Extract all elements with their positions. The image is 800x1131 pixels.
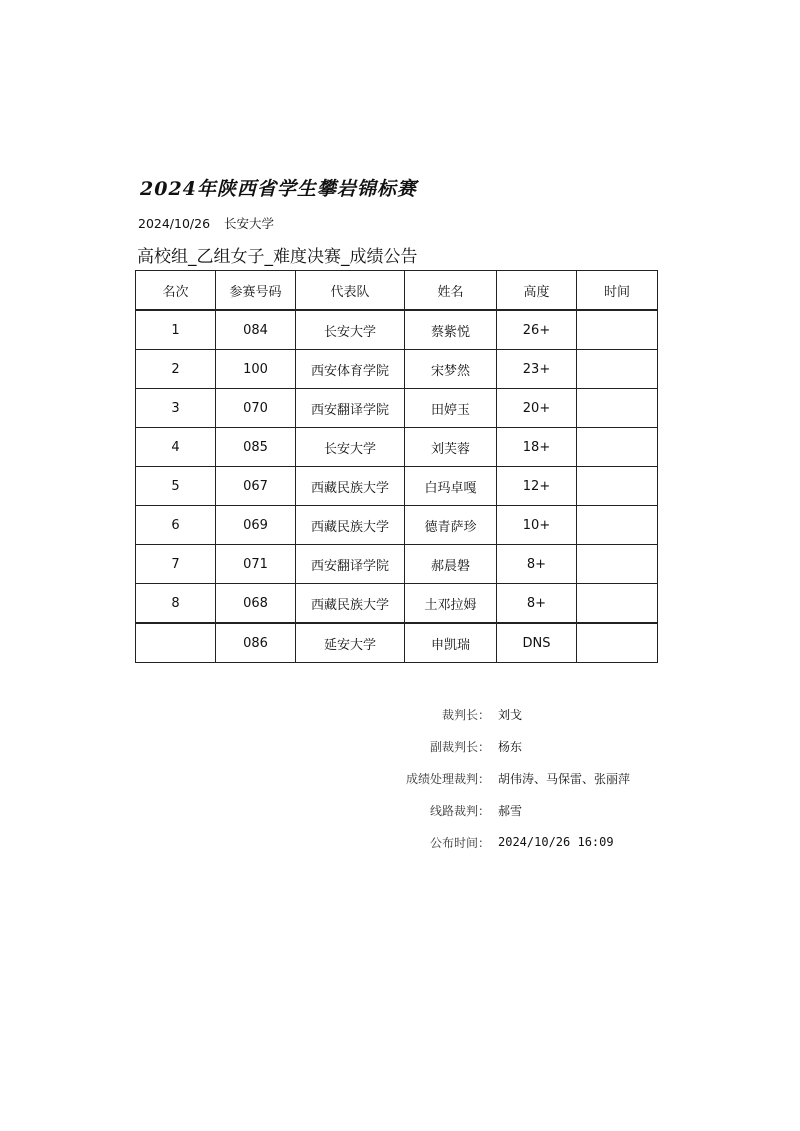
published-time-value: 2024/10/26 16:09 [498,835,614,849]
header-time: 时间 [577,271,658,311]
cell-team: 长安大学 [296,428,405,467]
table-row [136,389,658,428]
cell-team: 长安大学 [296,310,405,350]
results-subtitle: 高校组_乙组女子_难度决赛_成绩公告 [137,247,418,267]
cell-rank: 4 [136,428,216,467]
table-row [136,310,658,350]
header-bib: 参赛号码 [216,271,296,311]
table-row [136,428,658,467]
cell-rank: 8 [136,584,216,624]
cell-team: 西安翻译学院 [296,545,405,584]
cell-time [577,545,658,584]
cell-height: 18+ [497,428,577,467]
deputy-chief-referee-row [380,730,680,762]
cell-name: 申凯瑞 [405,623,497,663]
results-referee-value: 胡伟涛、马保雷、张丽萍 [498,771,631,786]
table-row [136,506,658,545]
document-title: 2024年陕西省学生攀岩锦标赛 [140,178,417,200]
cell-time [577,467,658,506]
cell-bib: 070 [216,389,296,428]
cell-team: 西藏民族大学 [296,467,405,506]
cell-name: 宋梦然 [405,350,497,389]
deputy-chief-referee-label: 副裁判长： [429,739,490,754]
cell-bib: 084 [216,310,296,350]
published-time-label: 公布时间： [429,835,490,850]
cell-time [577,310,658,350]
table-row [136,350,658,389]
cell-bib: 069 [216,506,296,545]
header-height: 高度 [497,271,577,311]
cell-name: 田婷玉 [405,389,497,428]
results-referee-label: 成绩处理裁判： [405,771,490,786]
date-line [138,214,274,232]
cell-time [577,389,658,428]
cell-height: 20+ [497,389,577,428]
route-referee-value: 郝雪 [498,803,523,818]
table-row [136,467,658,506]
header-rank: 名次 [136,271,216,311]
cell-height: 8+ [497,584,577,624]
cell-bib: 071 [216,545,296,584]
cell-team: 延安大学 [296,623,405,663]
deputy-chief-referee-value: 杨东 [498,739,523,754]
cell-height: DNS [497,623,577,663]
route-referee-row [380,794,680,826]
chief-referee-value: 刘戈 [498,707,523,722]
cell-rank: 6 [136,506,216,545]
cell-team: 西安翻译学院 [296,389,405,428]
results-referee-row [380,762,680,794]
event-venue: 长安大学 [224,216,275,231]
cell-height: 26+ [497,310,577,350]
cell-height: 10+ [497,506,577,545]
cell-time [577,584,658,624]
cell-name: 土邓拉姆 [405,584,497,624]
cell-rank: 3 [136,389,216,428]
header-team: 代表队 [296,271,405,311]
results-table [135,270,658,663]
cell-height: 23+ [497,350,577,389]
published-time-row [380,826,680,858]
cell-height: 8+ [497,545,577,584]
table-row [136,623,658,663]
cell-name: 郝晨磐 [405,545,497,584]
cell-bib: 068 [216,584,296,624]
cell-rank: 5 [136,467,216,506]
cell-team: 西藏民族大学 [296,584,405,624]
cell-rank [136,623,216,663]
officials-block [380,698,680,858]
cell-name: 蔡紫悦 [405,310,497,350]
cell-height: 12+ [497,467,577,506]
cell-time [577,506,658,545]
header-name: 姓名 [405,271,497,311]
cell-name: 白玛卓嘎 [405,467,497,506]
cell-rank: 2 [136,350,216,389]
table-header-row [136,271,658,311]
chief-referee-row [380,698,680,730]
cell-time [577,428,658,467]
cell-time [577,350,658,389]
cell-team: 西安体育学院 [296,350,405,389]
table-row [136,584,658,624]
route-referee-label: 线路裁判： [429,803,490,818]
cell-bib: 085 [216,428,296,467]
cell-time [577,623,658,663]
cell-team: 西藏民族大学 [296,506,405,545]
cell-bib: 086 [216,623,296,663]
cell-bib: 067 [216,467,296,506]
cell-name: 德青萨珍 [405,506,497,545]
cell-bib: 100 [216,350,296,389]
table-row [136,545,658,584]
cell-rank: 1 [136,310,216,350]
cell-rank: 7 [136,545,216,584]
chief-referee-label: 裁判长： [441,707,490,722]
event-date: 2024/10/26 [138,216,211,231]
cell-name: 刘芙蓉 [405,428,497,467]
